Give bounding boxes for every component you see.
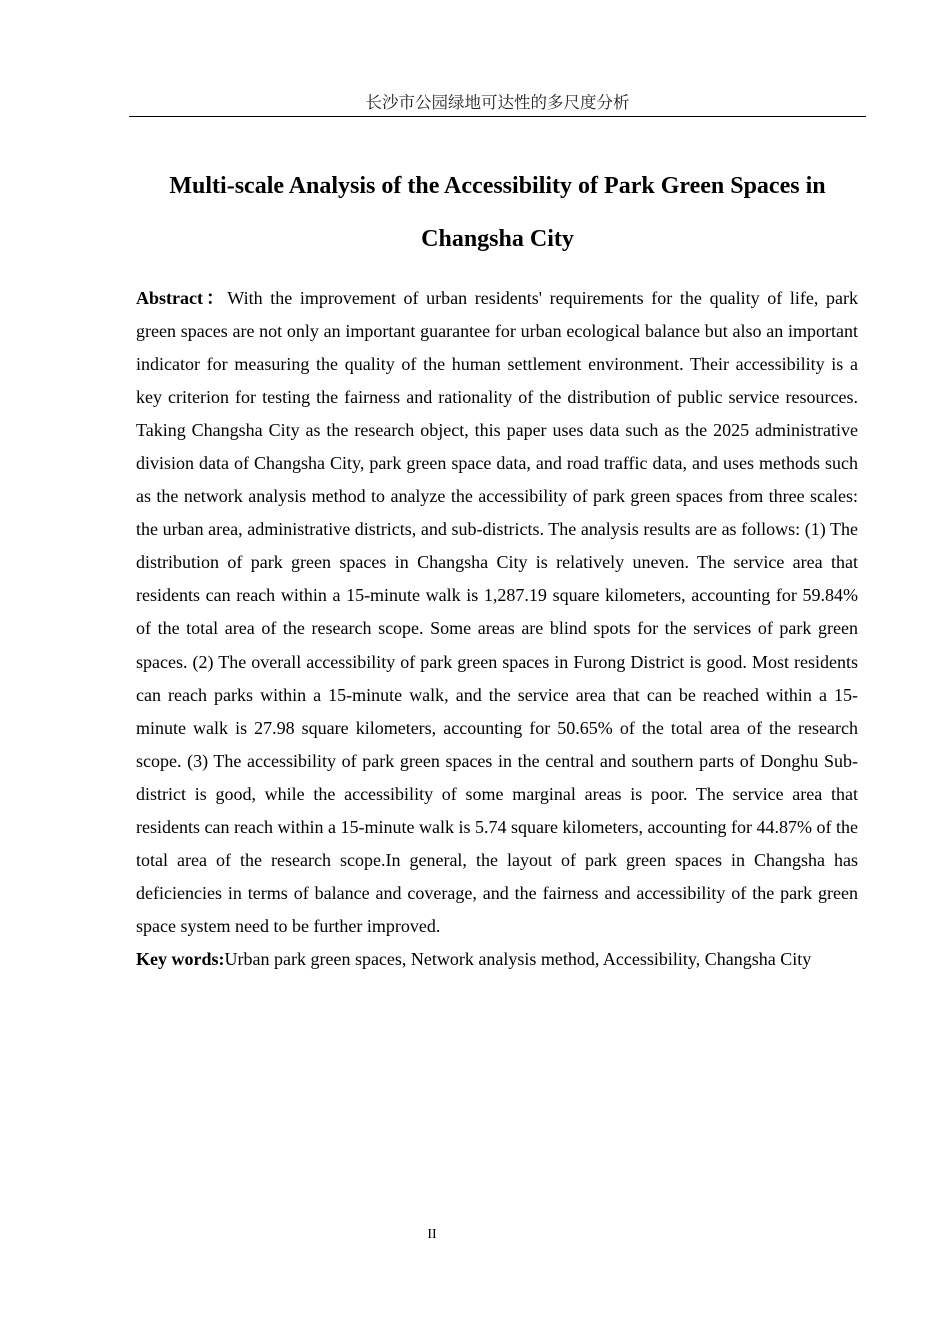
- keywords-label: Key words:: [136, 948, 225, 969]
- keywords-line: [136, 943, 858, 976]
- paper-title: Multi-scale Analysis of the Accessibility of Park Green Spaces in Changsha City: [169, 173, 826, 252]
- abstract-label: Abstract：: [136, 288, 228, 308]
- keywords-text: Urban park green spaces, Network analysis method, Accessibility, Changsha City: [224, 948, 812, 969]
- abstract-text: With the improvement of urban residents' requirements for the quality of life, park green spaces are not only an important guarantee for urban ecological balance but also an important indicator for measuring the quality of the human settlement environment. Their accessibility is a key criterion for testing the fairness and rationality of the distribution of public service resources. Taking Changsha City as the research object, this paper uses data such as the 2025 administrative division data of Changsha City, park green space data, and road traffic data, and uses methods such as the network analysis method to analyze the accessibility of park green spaces from three scales: the urban area, administrative districts, and sub-districts. The analysis results are as follows: (1) The distribution of park green spaces in Changsha City is relatively uneven. The service area that residents can reach within a 15-minute walk is 1,287.19 square kilometers, accounting for 59.84% of the total area of the research scope. Some areas are blind spots for the services of park green spaces. (2) The overall accessibility of park green spaces in Furong District is good. Most residents can reach parks within a 15-minute walk, and the service area that can be reached within a 15-minute walk is 27.98 square kilometers, accounting for 50.65% of the total area of the research scope. (3) The accessibility of park green spaces in the central and southern parts of Donghu Sub-district is good, while the accessibility of some marginal areas is poor. The service area that residents can reach within a 15-minute walk is 5.74 square kilometers, accounting for 44.87% of the total area of the research scope.In general, the layout of park green spaces in Changsha has deficiencies in terms of balance and coverage, and the fairness and accessibility of the park green space system need to be further improved.: [136, 288, 858, 936]
- running-header-title: 长沙市公园绿地可达性的多尺度分析: [365, 93, 630, 112]
- running-header: [129, 90, 866, 117]
- page-number: II: [427, 1227, 437, 1242]
- abstract-section: [136, 282, 858, 976]
- abstract-paragraph: [136, 282, 858, 943]
